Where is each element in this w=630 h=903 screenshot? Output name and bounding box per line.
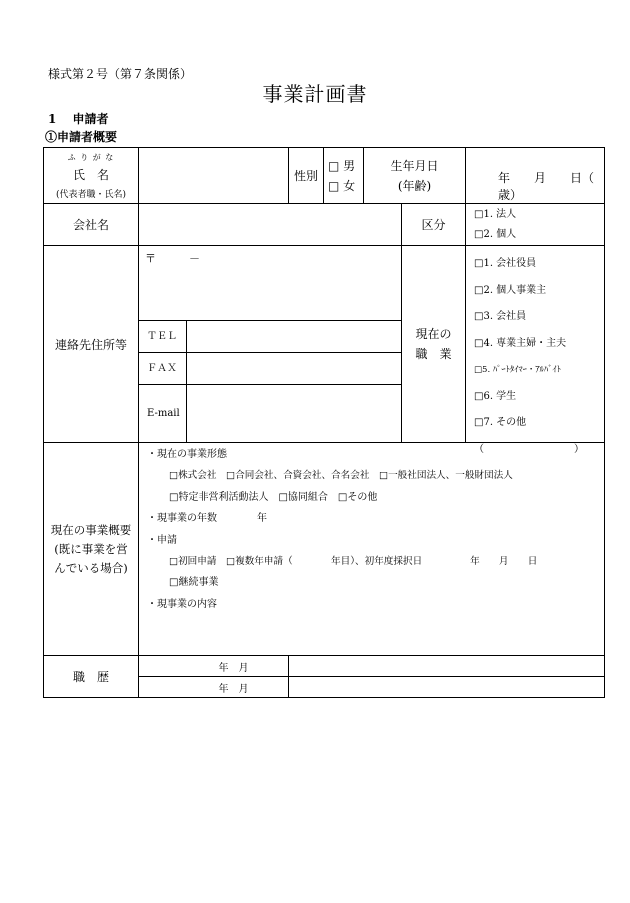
gender-male-checkbox[interactable]: □ 男 <box>328 158 356 173</box>
career-date-label: 年 月 <box>218 662 249 674</box>
career-entry-2[interactable] <box>289 677 605 698</box>
occupation-option[interactable]: □2. 個人事業主 <box>474 284 547 296</box>
birthdate-label-cell <box>364 148 466 204</box>
gender-label: 性別 <box>289 148 324 204</box>
occupation-label-cell <box>402 246 466 443</box>
career-date-1[interactable] <box>139 656 289 677</box>
occupation-option[interactable]: □5. ﾊﾟｰﾄﾀｲﾏｰ・ｱﾙﾊﾞｲﾄ <box>474 365 561 375</box>
career-date-2[interactable] <box>139 677 289 698</box>
company-field[interactable] <box>139 204 402 246</box>
continuing-business-checkbox[interactable]: □継続事業 <box>169 577 219 589</box>
career-label: 職 歴 <box>44 656 139 698</box>
postal-mark: 〒 － <box>145 252 200 265</box>
company-label: 会社名 <box>44 204 139 246</box>
subsection-heading: ①申請者概要 <box>45 130 118 144</box>
occupation-label-1: 現在の <box>415 327 452 341</box>
business-form-options-1[interactable]: □株式会社 □合同会社、合資会社、合名会社 □一般社団法人、一般財団法人 <box>169 470 513 482</box>
fax-row[interactable] <box>139 352 401 385</box>
age-label: (年齢) <box>397 178 432 193</box>
application-type-options[interactable]: □初回申請 □複数年申請（ 年目）、初年度採択日 年 月 日 <box>169 555 538 567</box>
occupation-option[interactable]: □7. その他（ ） <box>474 417 585 455</box>
occupation-options <box>466 246 605 455</box>
birthdate-field[interactable] <box>466 148 619 204</box>
birthdate-label: 生年月日 <box>390 158 439 173</box>
section-heading: 1 申請者 <box>48 112 109 126</box>
category-label: 区分 <box>402 204 466 246</box>
document-title: 事業計画書 <box>262 82 368 106</box>
business-content-heading: ・現事業の内容 <box>147 598 217 610</box>
occupation-option[interactable]: □4. 専業主婦・主夫 <box>474 337 567 349</box>
occupation-option[interactable]: □6. 学生 <box>474 390 517 402</box>
gender-options <box>324 148 364 204</box>
business-label-1: 現在の事業概要 <box>50 522 132 537</box>
application-heading: ・申請 <box>147 534 177 546</box>
tel-row[interactable] <box>139 320 401 353</box>
business-years-line[interactable]: ・現事業の年数 年 <box>147 513 267 525</box>
business-label-cell <box>44 443 139 656</box>
postal-code-field[interactable] <box>145 250 200 266</box>
category-options <box>466 204 605 246</box>
tel-label: ＴＥＬ <box>147 331 177 342</box>
career-entry-1[interactable] <box>289 656 605 677</box>
email-label: E-mail <box>147 408 180 419</box>
email-row[interactable] <box>139 384 401 443</box>
fax-label: ＦＡＸ <box>147 363 177 374</box>
contact-cell <box>139 246 402 443</box>
name-label-cell <box>44 148 139 204</box>
name-field[interactable] <box>139 148 289 204</box>
business-form-heading: ・現在の事業形態 <box>147 449 227 460</box>
gender-female-checkbox[interactable]: □ 女 <box>328 178 356 193</box>
name-sub-label: (代表者職・氏名) <box>55 189 127 200</box>
occupation-option[interactable]: □1. 会社役員 <box>474 258 537 269</box>
business-label-3: んでいる場合) <box>54 560 128 575</box>
application-form-table <box>43 147 619 698</box>
form-number: 様式第２号（第７条関係） <box>48 67 193 81</box>
business-form-options-2[interactable]: □特定非営利活動法人 □協同組合 □その他 <box>169 491 378 503</box>
birthdate-value: 年 月 日（ 歳） <box>498 170 619 202</box>
occupation-label-2: 職 業 <box>415 347 452 361</box>
category-corporate-checkbox[interactable]: □1. 法人 <box>474 208 517 220</box>
career-date-label: 年 月 <box>218 683 249 695</box>
contact-label: 連絡先住所等 <box>44 246 139 443</box>
name-label: 氏 名 <box>72 167 109 182</box>
category-individual-checkbox[interactable]: □2. 個人 <box>474 228 517 240</box>
business-label-2: (既に事業を営 <box>54 541 128 556</box>
furigana-label: ふ り が な <box>67 152 115 162</box>
occupation-option[interactable]: □3. 会社員 <box>474 311 527 322</box>
business-field[interactable] <box>139 443 605 656</box>
